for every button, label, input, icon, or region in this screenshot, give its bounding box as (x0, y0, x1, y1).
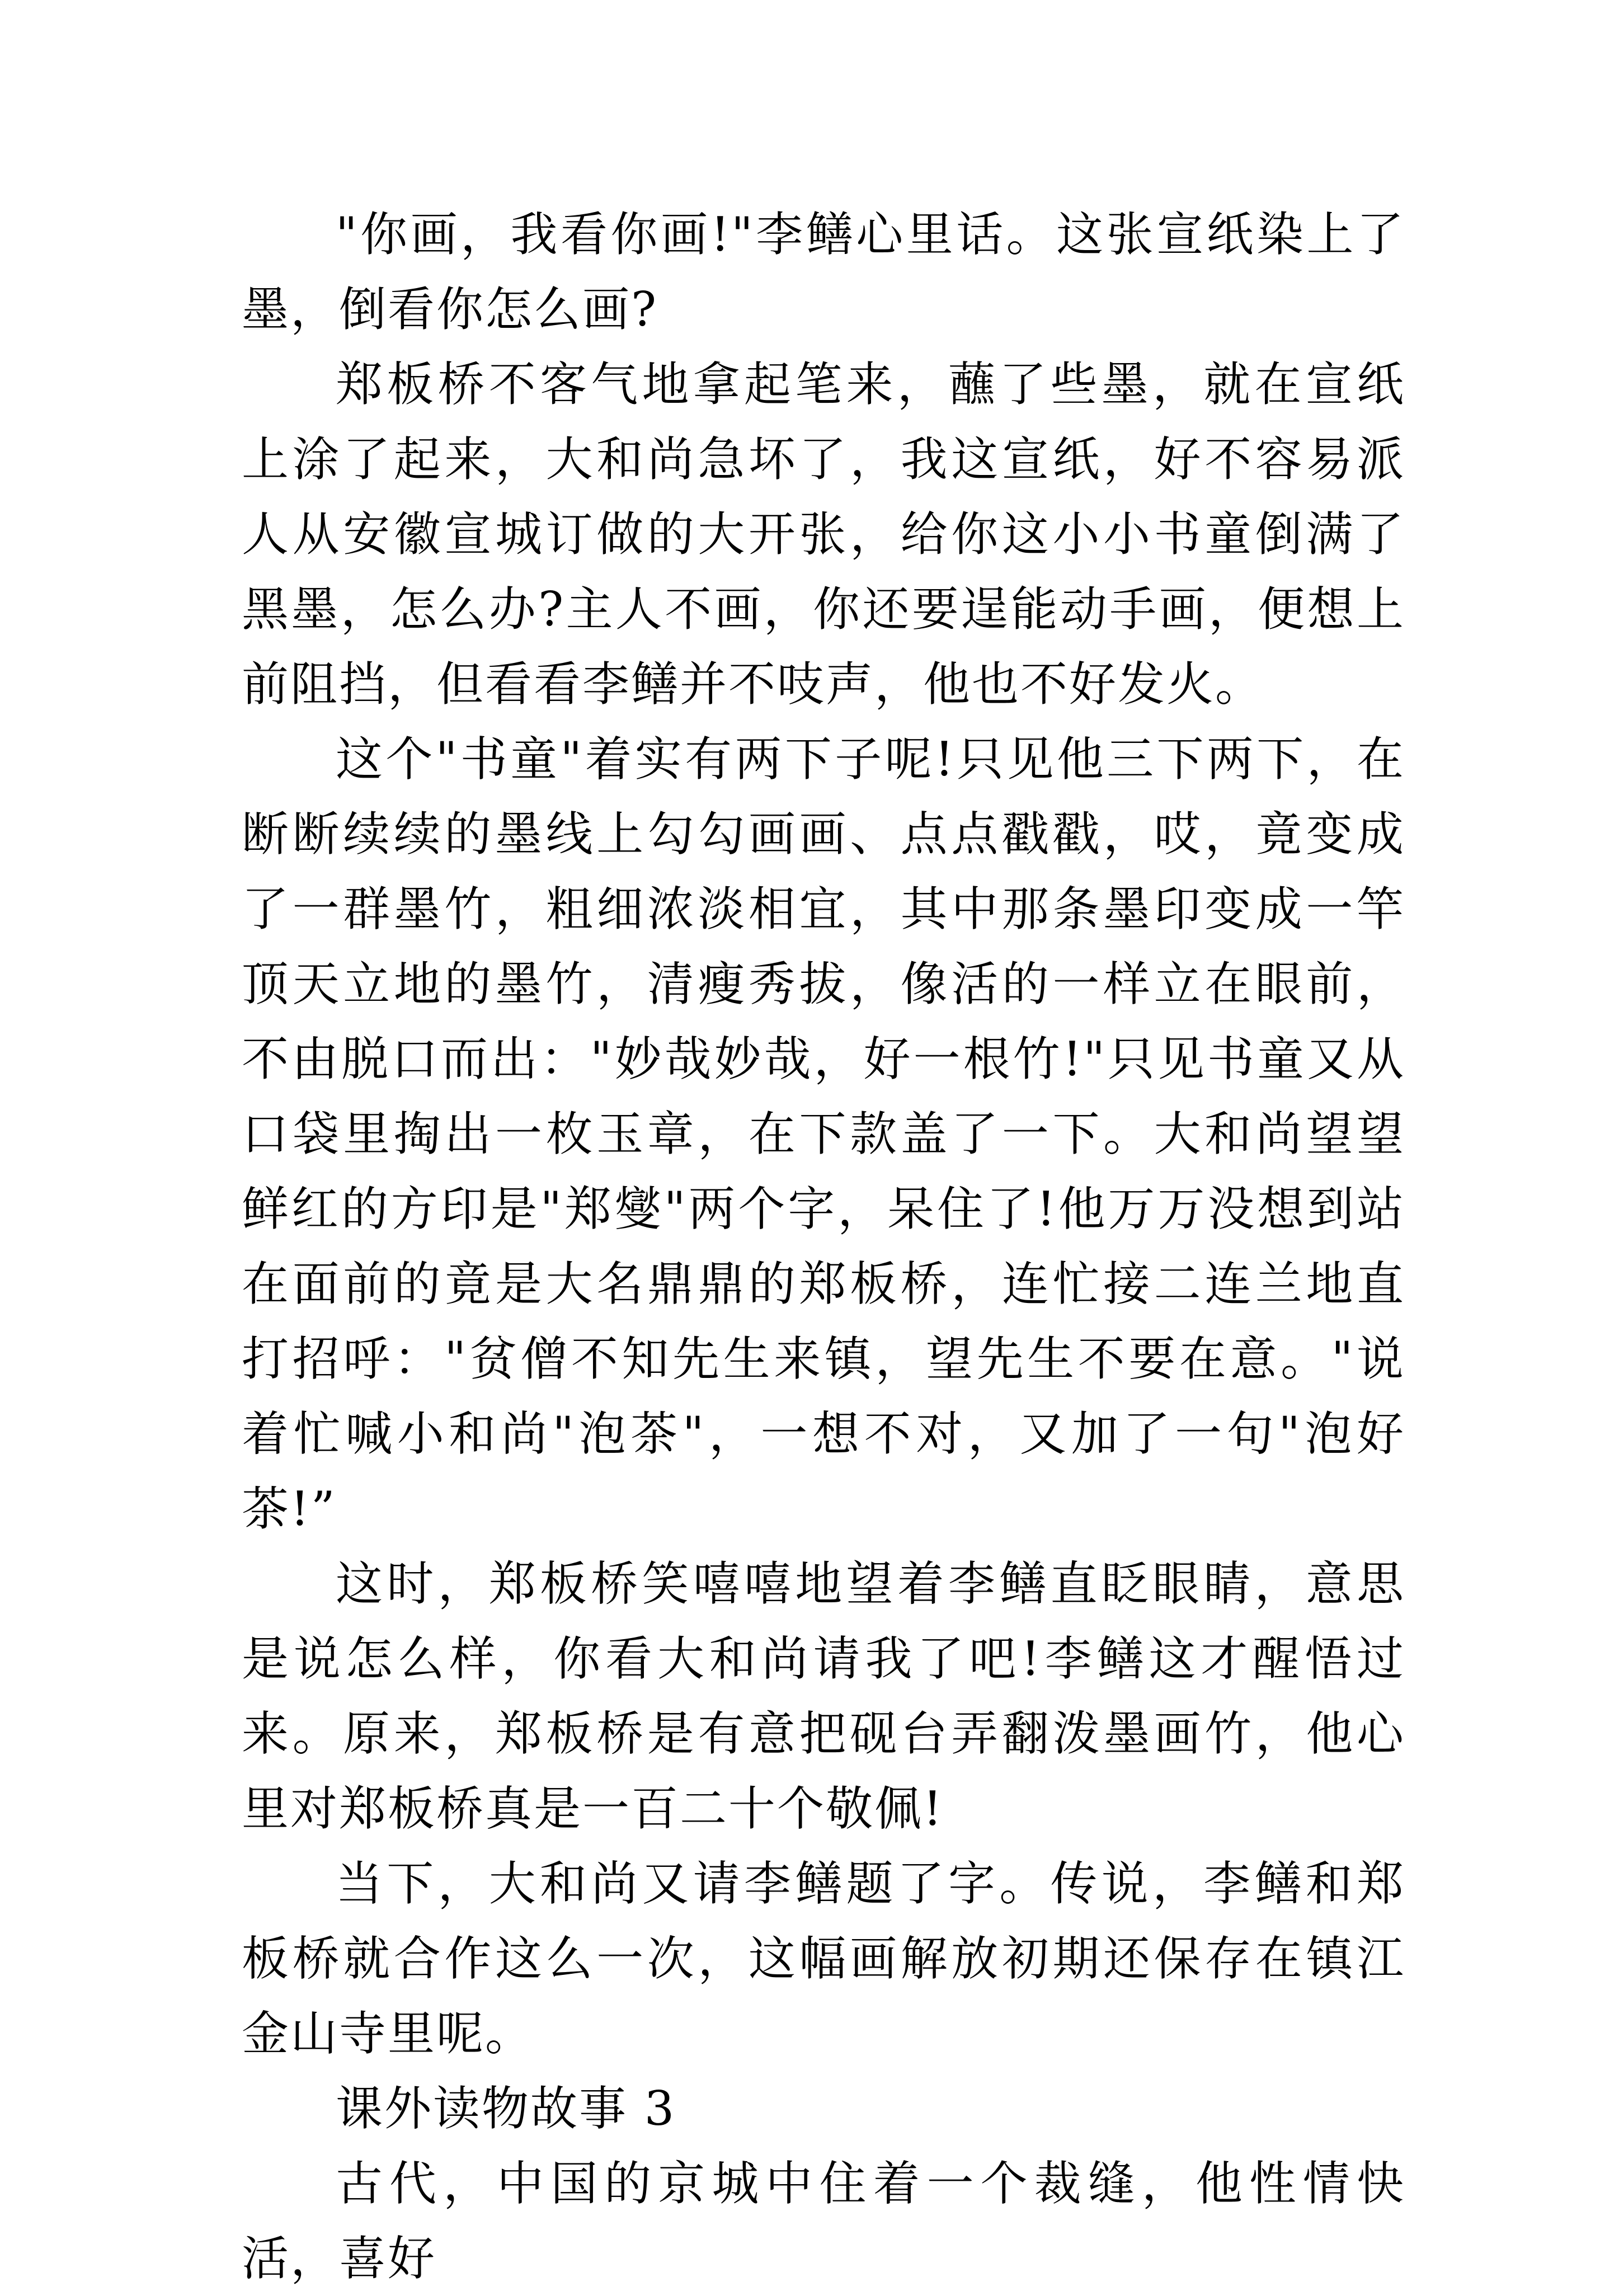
document-body (242, 197, 1405, 2296)
paragraph-2: 郑板桥不客气地拿起笔来，蘸了些墨，就在宣纸上涂了起来，大和尚急坏了，我这宣纸，好不容易派人从安徽宣城订做的大开张，给你这小小书童倒满了黑墨，怎么办?主人不画，你还要逞能动手画，便想上前阻挡，但看看李鳝并不吱声，他也不好发火。 (242, 357, 1405, 712)
paragraph-6: 古代，中国的京城中住着一个裁缝，他性情快活，喜好 (242, 2156, 1405, 2286)
paragraph-5: 当下，大和尚又请李鳝题了字。传说，李鳝和郑板桥就合作这么一次，这幅画解放初期还保存在镇江金山寺里呢。 (242, 1856, 1405, 2061)
section-heading: 课外读物故事 3 (336, 2081, 676, 2136)
paragraph-1: "你画，我看你画!"李鳝心里话。这张宣纸染上了墨，倒看你怎么画? (242, 207, 1405, 337)
paragraph-4: 这时，郑板桥笑嘻嘻地望着李鳝直眨眼睛，意思是说怎么样，你看大和尚请我了吧!李鳝这才醒悟过来。原来，郑板桥是有意把砚台弄翻泼墨画竹，他心里对郑板桥真是一百二十个敬佩! (242, 1556, 1405, 1836)
paragraph-3: 这个"书童"着实有两下子呢!只见他三下两下，在断断续续的墨线上勾勾画画、点点戳戳，哎，竟变成了一群墨竹，粗细浓淡相宜，其中那条墨印变成一竿顶天立地的墨竹，清瘦秀拔，像活的一样立在眼前，不由脱口而出："妙哉妙哉，好一根竹!"只见书童又从口袋里掏出一枚玉章，在下款盖了一下。大和尚望望鲜红的方印是"郑燮"两个字，呆住了!他万万没想到站在面前的竟是大名鼎鼎的郑板桥，连忙接二连兰地直打招呼："贫僧不知先生来镇，望先生不要在意。"说着忙喊小和尚"泡茶"，一想不对，又加了一句"泡好茶!” (242, 732, 1405, 1536)
